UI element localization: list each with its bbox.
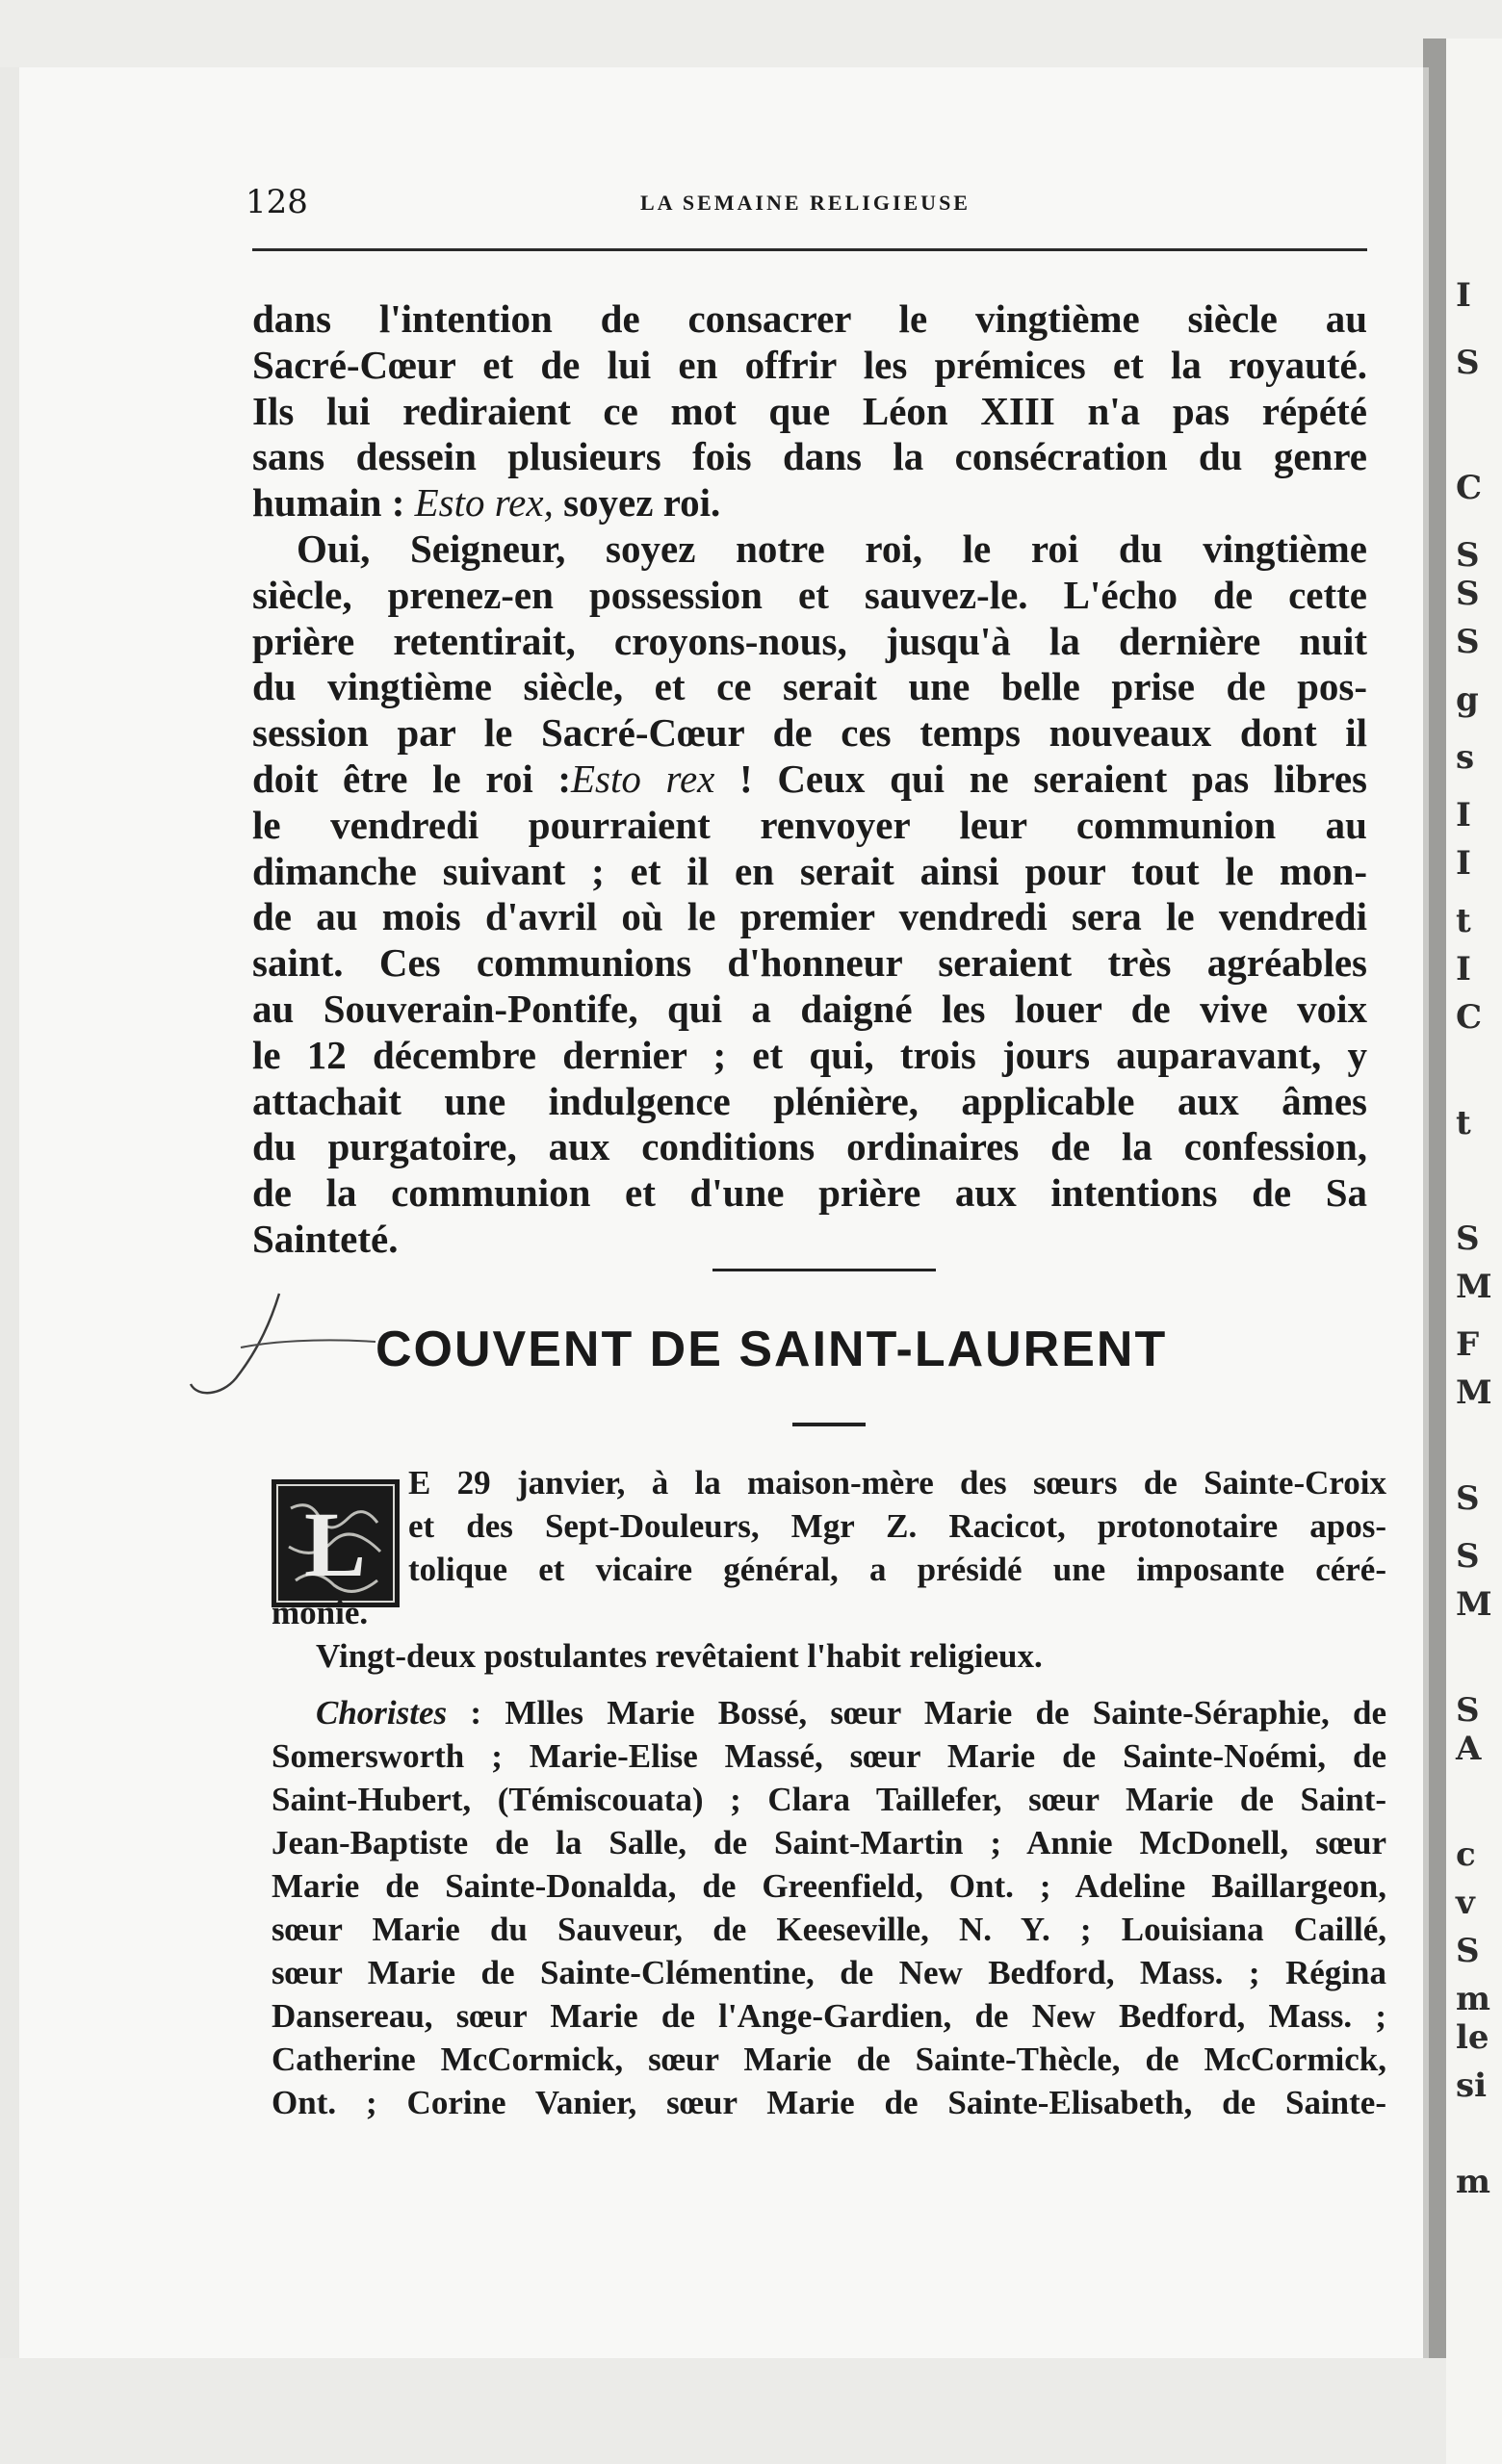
section-separator [712, 1269, 936, 1271]
text-line: dimanche suivant ; et il en serait ainsi pour tout le mon- [252, 848, 1367, 893]
text-line [252, 757, 1367, 803]
adjacent-page-fragment: I [1456, 950, 1471, 988]
adjacent-page-fragment: si [1456, 2066, 1488, 2105]
adjacent-page-fragment: M [1456, 1373, 1492, 1412]
title-rule [792, 1423, 866, 1426]
adjacent-page-fragment: t [1456, 1104, 1471, 1142]
text-line: saint. Ces communions d'honneur seraient très agréables [252, 940, 1367, 986]
text-line: le 12 décembre dernier ; et qui, trois jours auparavant, y [252, 1032, 1367, 1077]
text-line [252, 480, 1367, 526]
text-line: Oui, Seigneur, soyez notre roi, le roi du vingtième [297, 526, 1367, 571]
text-run: humain : [252, 480, 415, 526]
text-line: au Souverain-Pontife, qui a daigné les louer de vive voix [252, 986, 1367, 1031]
adjacent-page-fragment: m [1456, 2163, 1490, 2201]
text-line: de la communion et d'une prière aux intentions de Sa [252, 1170, 1367, 1216]
adjacent-page-fragment: S [1456, 1537, 1480, 1576]
article-body [272, 1461, 1386, 2124]
adjacent-page-fragment: S [1456, 344, 1480, 382]
header-rule [252, 248, 1367, 251]
adjacent-page-fragment: S [1456, 1932, 1480, 1970]
text-line: sœur Marie du Sauveur, de Keeseville, N. Y. ; Louisiana Caillé, [272, 1911, 1386, 1948]
text-line: Marie de Sainte-Donalda, de Greenfield, Ont. ; Adeline Baillargeon, [272, 1867, 1386, 1905]
adjacent-page-fragment: S [1456, 536, 1480, 575]
adjacent-page-fragment: S [1456, 623, 1480, 661]
adjacent-page-fragment: c [1456, 1835, 1476, 1874]
running-title: LA SEMAINE RELIGIEUSE [640, 191, 971, 215]
text-line: Vingt-deux postulantes revêtaient l'habit religieux. [316, 1637, 1043, 1675]
adjacent-page-fragment: M [1456, 1585, 1492, 1624]
text-line: sans dessein plusieurs fois dans la consécration du genre [252, 434, 1367, 479]
text-line: Jean-Baptiste de la Salle, de Saint-Martin ; Annie McDonell, sœur [272, 1824, 1386, 1861]
text-line: E 29 janvier, à la maison-mère des sœurs de Sainte-Croix [408, 1464, 1386, 1502]
scan-background-bottom [0, 2358, 1446, 2464]
section-title: COUVENT DE SAINT-LAURENT [376, 1322, 1168, 1377]
text-line: sœur Marie de Sainte-Clémentine, de New Bedford, Mass. ; Régina [272, 1954, 1386, 1991]
text-line: du vingtième siècle, et ce serait une belle prise de pos- [252, 664, 1367, 709]
text-run: doit être le roi : [252, 756, 572, 801]
adjacent-page-fragment: C [1456, 998, 1483, 1037]
adjacent-page-fragment: m [1456, 1980, 1490, 2018]
text-line: Somersworth ; Marie-Elise Massé, sœur Marie de Sainte-Noémi, de [272, 1737, 1386, 1775]
text-line: prière retentirait, croyons-nous, jusqu'à la dernière nuit [252, 618, 1367, 663]
text-line: Saint-Hubert, (Témiscouata) ; Clara Taillefer, sœur Marie de Saint- [272, 1781, 1386, 1818]
adjacent-page-fragment: F [1456, 1325, 1480, 1364]
adjacent-page-fragment: I [1456, 276, 1471, 315]
text-run: soyez roi. [553, 480, 721, 526]
text-line: et des Sept-Douleurs, Mgr Z. Racicot, protonotaire apos- [408, 1507, 1386, 1545]
page-number: 128 [246, 183, 308, 221]
adjacent-page-fragment: S [1456, 1479, 1480, 1518]
text-line: de au mois d'avril où le premier vendredi sera le vendredi [252, 894, 1367, 939]
scan-background-top [0, 0, 1502, 67]
adjacent-page-fragment: I [1456, 796, 1471, 834]
running-head [246, 183, 1362, 231]
text-line [272, 1691, 1386, 1734]
text-line: Sacré-Cœur et de lui en offrir les prémices et la royauté. [252, 342, 1367, 387]
text-line: attachait une indulgence plénière, applicable aux âmes [252, 1078, 1367, 1123]
text-run: : Mlles Marie Bossé, sœur Marie de Sainte-Séraphie, de [447, 1694, 1386, 1732]
adjacent-page-fragment: M [1456, 1268, 1492, 1306]
dropcap-letter: L [303, 1493, 367, 1596]
adjacent-page-fragment: v [1456, 1884, 1475, 1922]
adjacent-page-fragment: S [1456, 575, 1480, 613]
adjacent-page-fragment: g [1456, 680, 1479, 719]
adjacent-page-fragment: le [1456, 2018, 1489, 2057]
spacer [272, 1678, 1386, 1691]
text-line: Catherine McCormick, sœur Marie de Sainte-Thècle, de McCormick, [272, 2040, 1386, 2078]
choristes-label: Choristes [316, 1694, 448, 1732]
adjacent-page-fragment: S [1456, 1219, 1480, 1258]
text-run: ! Ceux qui ne seraient pas libres [714, 756, 1367, 801]
text-line: Sainteté. [252, 1216, 399, 1261]
text-line: dans l'intention de consacrer le vingtième siècle au [252, 296, 1367, 341]
text-line: Dansereau, sœur Marie de l'Ange-Gardien, de New Bedford, Mass. ; [272, 1997, 1386, 2035]
text-line: monie. [272, 1594, 369, 1631]
adjacent-page [1446, 38, 1502, 2464]
adjacent-page-fragment: I [1456, 844, 1471, 883]
text-line: siècle, prenez-en possession et sauvez-le. L'écho de cette [252, 572, 1367, 617]
text-line: session par le Sacré-Cœur de ces temps nouveaux dont il [252, 710, 1367, 756]
text-line: Ils lui rediraient ce mot que Léon XIII n'a pas répété [252, 388, 1367, 433]
latin-phrase: Esto rex, [414, 480, 554, 526]
text-line: tolique et vicaire général, a présidé une imposante céré- [408, 1551, 1386, 1588]
handwritten-pen-mark [183, 1290, 376, 1405]
text-line: du purgatoire, aux conditions ordinaires de la confession, [252, 1124, 1367, 1169]
text-line: Ont. ; Corine Vanier, sœur Marie de Sainte-Elisabeth, de Sainte- [272, 2084, 1386, 2121]
adjacent-page-fragment: A [1456, 1730, 1482, 1768]
adjacent-page-fragment: C [1456, 469, 1483, 507]
text-line: le vendredi pourraient renvoyer leur communion au [252, 802, 1367, 847]
adjacent-page-fragment: t [1456, 902, 1471, 940]
adjacent-page-fragment: S [1456, 1691, 1480, 1730]
body-text-top [252, 296, 1367, 1263]
latin-phrase: Esto rex [571, 756, 715, 801]
adjacent-page-fragment: s [1456, 738, 1475, 777]
